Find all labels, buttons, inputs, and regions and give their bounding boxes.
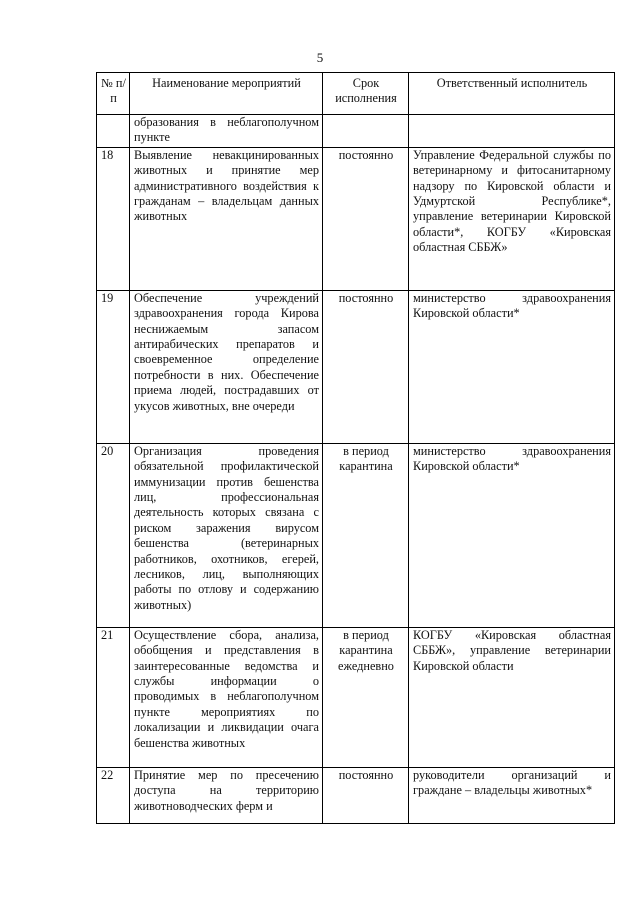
table-row — [97, 627, 615, 767]
measures-table — [96, 72, 615, 824]
cell-term: в период карантина ежедневно — [323, 627, 409, 767]
header-name: Наименование мероприятий — [130, 73, 323, 115]
cell-responsible: министерство здравоохранения Кировской области* — [409, 290, 615, 443]
cell-name: Организация проведения обязательной профилактической иммунизации против бешенства лиц, профессиональная деятельность которых связана с риском заражения вирусом бешенства (ветеринарных работников, охотников, егерей, лесников, лиц, выполняющих работы по отлову и содержанию животных) — [130, 443, 323, 627]
cell-term — [323, 115, 409, 148]
table-row — [97, 147, 615, 290]
cell-num: 20 — [97, 443, 130, 627]
cell-name: образования в неблагополучном пункте — [130, 115, 323, 148]
header-responsible: Ответственный исполнитель — [409, 73, 615, 115]
cell-term: постоянно — [323, 767, 409, 823]
page-number: 5 — [316, 50, 324, 65]
table-row — [97, 115, 615, 148]
header-term: Срок исполнения — [323, 73, 409, 115]
header-num: № п/п — [97, 73, 130, 115]
cell-name: Выявление невакцинированных животных и принятие мер административного воздействия к гражданам – владельцам данных животных — [130, 147, 323, 290]
table-row — [97, 443, 615, 627]
cell-name: Принятие мер по пресечению доступа на территорию животноводческих ферм и — [130, 767, 323, 823]
cell-num: 18 — [97, 147, 130, 290]
table-row — [97, 290, 615, 443]
cell-responsible — [409, 115, 615, 148]
cell-term: в период карантина — [323, 443, 409, 627]
cell-responsible: Управление Федеральной службы по ветеринарному и фитосанитарному надзору по Кировской области и Удмуртской Республике*, управление ветеринарии Кировской области*, КОГБУ «Кировская областная СББЖ» — [409, 147, 615, 290]
cell-num: 22 — [97, 767, 130, 823]
cell-responsible: КОГБУ «Кировская областная СББЖ», управление ветеринарии Кировской области — [409, 627, 615, 767]
cell-name: Обеспечение учреждений здравоохранения города Кирова неснижаемым запасом антирабических препаратов и своевременное определение потребности в них. Обеспечение приема людей, пострадавших от укусов животных, вне очереди — [130, 290, 323, 443]
cell-term: постоянно — [323, 290, 409, 443]
cell-num — [97, 115, 130, 148]
table-header-row — [97, 73, 615, 115]
cell-term: постоянно — [323, 147, 409, 290]
cell-name: Осуществление сбора, анализа, обобщения и представления в заинтересованные ведомства и службы информации о проводимых в неблагополучном пункте мероприятиях по локализации и ликвидации очага бешенства животных — [130, 627, 323, 767]
table-row — [97, 767, 615, 823]
cell-responsible: руководители организаций и граждане – владельцы животных* — [409, 767, 615, 823]
cell-responsible: министерство здравоохранения Кировской области* — [409, 443, 615, 627]
cell-num: 19 — [97, 290, 130, 443]
cell-num: 21 — [97, 627, 130, 767]
